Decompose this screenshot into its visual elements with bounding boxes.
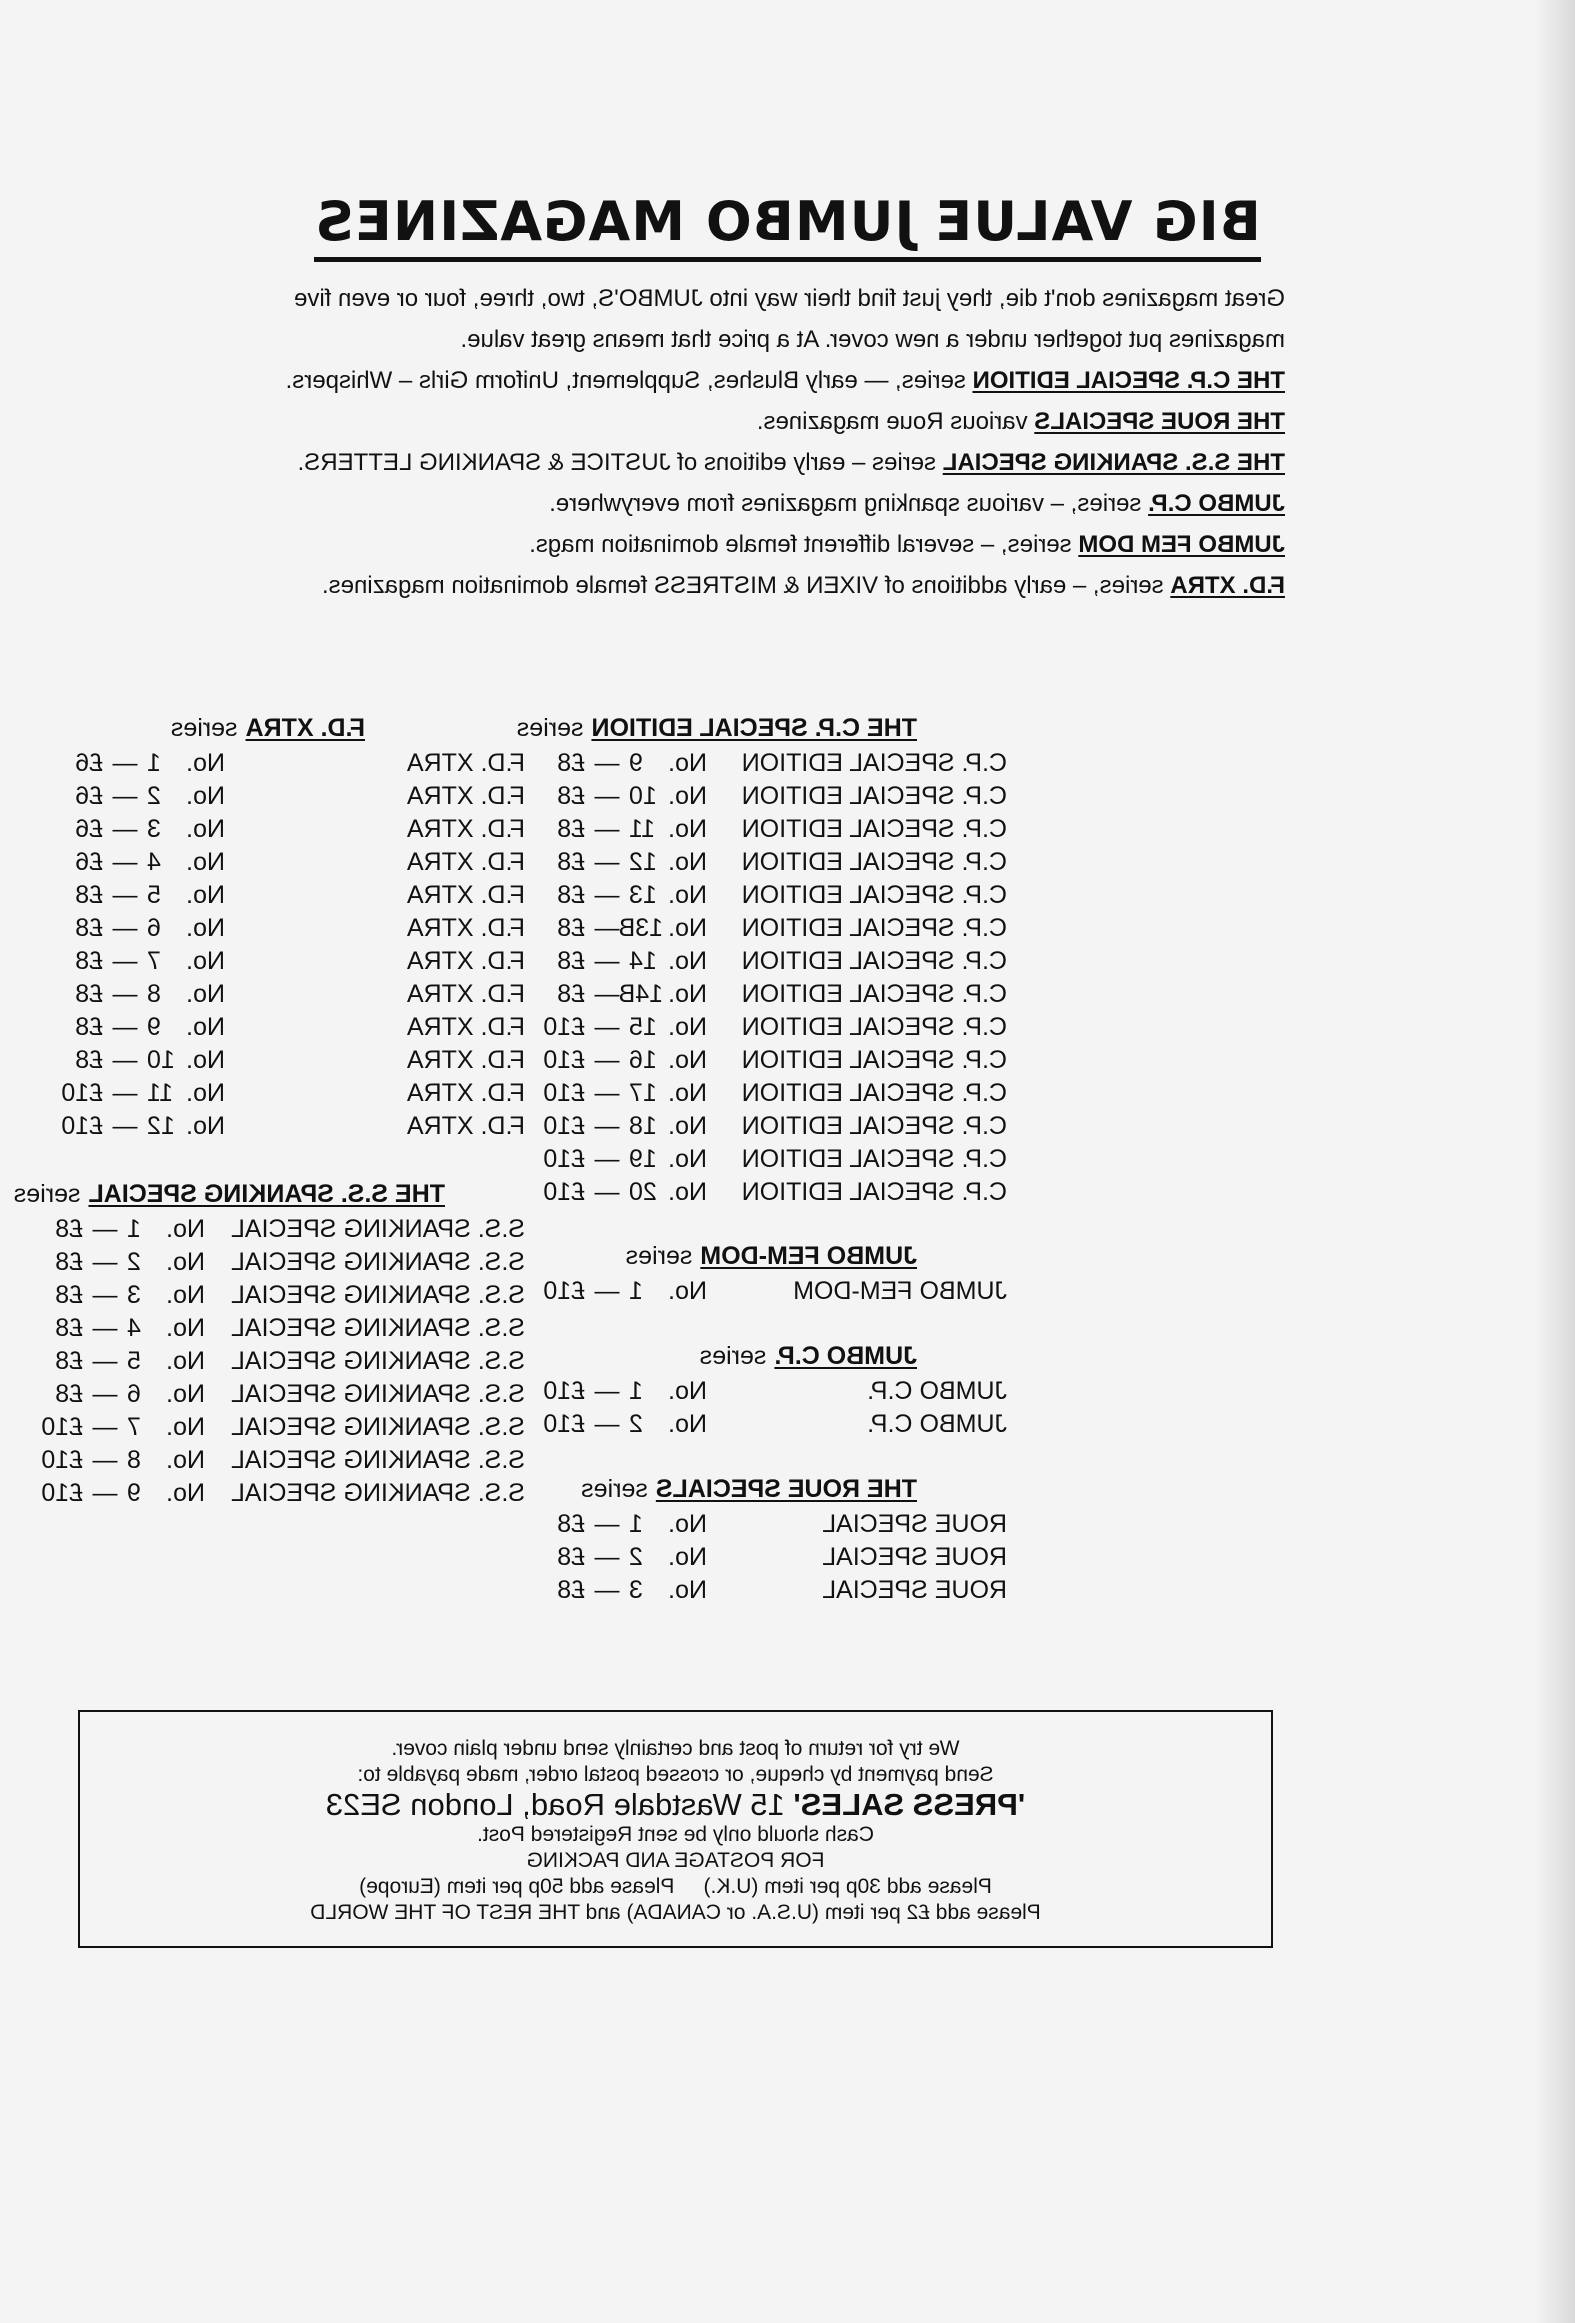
price: £6 bbox=[75, 749, 103, 777]
item-title: C.P. SPECIAL EDITION bbox=[741, 782, 1007, 810]
dash-separator: — bbox=[594, 1377, 620, 1405]
list-item bbox=[14, 1213, 525, 1246]
issue-number: 14B bbox=[618, 980, 663, 1008]
item-title: F.D. XTRA bbox=[406, 1046, 525, 1074]
price: £8 bbox=[557, 749, 585, 777]
issue-number: 6 bbox=[127, 1380, 141, 1408]
cp-special-edition-list bbox=[517, 712, 1007, 1209]
item-title: C.P. SPECIAL EDITION bbox=[741, 1079, 1007, 1107]
price: £8 bbox=[557, 1576, 585, 1604]
dash-separator: — bbox=[594, 1277, 620, 1305]
list-item bbox=[14, 1279, 525, 1312]
number-label: No. bbox=[186, 1013, 225, 1041]
series-heading: THE C.P. SPECIAL EDITIONseries bbox=[516, 714, 917, 742]
dash-separator: — bbox=[594, 881, 620, 909]
issue-number: 11 bbox=[147, 1079, 173, 1107]
dash-separator: — bbox=[92, 1314, 118, 1342]
list-item bbox=[517, 1176, 1007, 1209]
number-label: No. bbox=[186, 848, 225, 876]
issue-number: 3 bbox=[127, 1281, 141, 1309]
list-item bbox=[517, 747, 1007, 780]
price: £8 bbox=[55, 1215, 83, 1243]
price: £10 bbox=[41, 1446, 83, 1474]
item-title: C.P. SPECIAL EDITION bbox=[741, 914, 1007, 942]
list-item bbox=[14, 1312, 525, 1345]
list-item bbox=[517, 1110, 1007, 1143]
dash-separator: — bbox=[594, 1145, 620, 1173]
dash-separator: — bbox=[594, 848, 620, 876]
footer-line-return: We try for return of post and certainly send under plain cover. bbox=[391, 1737, 960, 1760]
list-item bbox=[517, 1044, 1007, 1077]
number-label: No. bbox=[186, 980, 225, 1008]
number-label: No. bbox=[668, 914, 707, 942]
price: £8 bbox=[75, 1013, 103, 1041]
list-item bbox=[517, 846, 1007, 879]
intro-item: JUMBO FEM DOM series, – several different female domination mags. bbox=[529, 531, 1285, 558]
number-label: No. bbox=[186, 947, 225, 975]
series-heading: JUMBO C.P.series bbox=[699, 1342, 917, 1370]
dash-separator: — bbox=[112, 782, 138, 810]
item-title: S.S. SPANKING SPECIAL bbox=[230, 1479, 525, 1507]
number-label: No. bbox=[668, 1543, 707, 1571]
series-heading: THE ROUE SPECIALSseries bbox=[581, 1475, 917, 1503]
issue-number: 3 bbox=[147, 815, 161, 843]
item-title: JUMBO C.P. bbox=[867, 1410, 1007, 1438]
series-heading: JUMBO FEM-DOMseries bbox=[625, 1242, 917, 1270]
number-label: No. bbox=[166, 1446, 205, 1474]
dash-separator: — bbox=[112, 1013, 138, 1041]
price: £8 bbox=[557, 914, 585, 942]
item-title: C.P. SPECIAL EDITION bbox=[741, 1046, 1007, 1074]
list-item bbox=[517, 879, 1007, 912]
item-title: F.D. XTRA bbox=[406, 1013, 525, 1041]
item-title: C.P. SPECIAL EDITION bbox=[741, 881, 1007, 909]
intro-item: THE C.P. SPECIAL EDITION series, — early Blushes, Supplement, Uniform Girls – Whispers. bbox=[285, 367, 1285, 394]
price: £10 bbox=[61, 1079, 103, 1107]
order-info-box bbox=[78, 1710, 1273, 1948]
item-title: F.D. XTRA bbox=[406, 1079, 525, 1107]
list-item bbox=[61, 846, 525, 879]
issue-number: 11 bbox=[629, 815, 655, 843]
dash-separator: — bbox=[594, 1543, 620, 1571]
item-title: F.D. XTRA bbox=[406, 749, 525, 777]
list-item bbox=[61, 1011, 525, 1044]
intro-line-1: Great magazines don't die, they just find their way into JUMBO'S, two, three, four or even five bbox=[294, 285, 1285, 312]
intro-item: THE S.S. SPANKING SPECIAL series – early editions of JUSTICE & SPANKING LETTERS. bbox=[297, 449, 1285, 476]
price: £10 bbox=[543, 1112, 585, 1140]
dash-separator: — bbox=[594, 980, 620, 1008]
dash-separator: — bbox=[92, 1347, 118, 1375]
issue-number: 4 bbox=[147, 848, 161, 876]
number-label: No. bbox=[668, 1178, 707, 1206]
item-title: C.P. SPECIAL EDITION bbox=[741, 1178, 1007, 1206]
dash-separator: — bbox=[112, 914, 138, 942]
jumbo-cp-list bbox=[543, 1340, 1007, 1441]
dash-separator: — bbox=[112, 980, 138, 1008]
number-label: No. bbox=[166, 1413, 205, 1441]
price: £10 bbox=[543, 1013, 585, 1041]
intro-line-2: magazines put together under a new cover. At a price that means great value. bbox=[460, 326, 1285, 353]
dash-separator: — bbox=[112, 1079, 138, 1107]
dash-separator: — bbox=[594, 1410, 620, 1438]
issue-number: 1 bbox=[629, 1377, 643, 1405]
item-title: S.S. SPANKING SPECIAL bbox=[230, 1446, 525, 1474]
list-item bbox=[61, 1077, 525, 1110]
item-title: C.P. SPECIAL EDITION bbox=[741, 848, 1007, 876]
dash-separator: — bbox=[594, 914, 620, 942]
price: £8 bbox=[55, 1347, 83, 1375]
number-label: No. bbox=[186, 1112, 225, 1140]
issue-number: 2 bbox=[147, 782, 161, 810]
price: £8 bbox=[75, 980, 103, 1008]
item-title: C.P. SPECIAL EDITION bbox=[741, 815, 1007, 843]
price: £10 bbox=[543, 1377, 585, 1405]
list-item bbox=[61, 978, 525, 1011]
issue-number: 10 bbox=[629, 782, 657, 810]
price: £6 bbox=[75, 782, 103, 810]
issue-number: 13B bbox=[618, 914, 663, 942]
number-label: No. bbox=[186, 914, 225, 942]
dash-separator: — bbox=[92, 1380, 118, 1408]
number-label: No. bbox=[668, 848, 707, 876]
number-label: No. bbox=[668, 1410, 707, 1438]
price: £8 bbox=[557, 947, 585, 975]
number-label: No. bbox=[668, 782, 707, 810]
item-title: S.S. SPANKING SPECIAL bbox=[230, 1215, 525, 1243]
list-item bbox=[517, 1143, 1007, 1176]
issue-number: 13 bbox=[629, 881, 657, 909]
issue-number: 17 bbox=[629, 1079, 657, 1107]
price: £8 bbox=[75, 1046, 103, 1074]
issue-number: 12 bbox=[147, 1112, 175, 1140]
item-title: F.D. XTRA bbox=[406, 947, 525, 975]
price: £10 bbox=[41, 1413, 83, 1441]
number-label: No. bbox=[186, 1046, 225, 1074]
dash-separator: — bbox=[594, 1112, 620, 1140]
item-title: ROUE SPECIAL bbox=[822, 1510, 1007, 1538]
item-title: C.P. SPECIAL EDITION bbox=[741, 1013, 1007, 1041]
issue-number: 15 bbox=[629, 1013, 657, 1041]
list-item bbox=[543, 1275, 1007, 1308]
number-label: No. bbox=[668, 947, 707, 975]
issue-number: 7 bbox=[127, 1413, 141, 1441]
issue-number: 18 bbox=[629, 1112, 657, 1140]
number-label: No. bbox=[668, 749, 707, 777]
item-title: S.S. SPANKING SPECIAL bbox=[230, 1248, 525, 1276]
price: £8 bbox=[557, 782, 585, 810]
number-label: No. bbox=[668, 1277, 707, 1305]
list-item bbox=[517, 978, 1007, 1011]
item-title: F.D. XTRA bbox=[406, 782, 525, 810]
price: £6 bbox=[75, 848, 103, 876]
item-title: F.D. XTRA bbox=[406, 1112, 525, 1140]
list-item bbox=[61, 780, 525, 813]
footer-line-payment: Send payment by cheque, or crossed postal order, made payable to: bbox=[357, 1763, 994, 1786]
item-title: F.D. XTRA bbox=[406, 980, 525, 1008]
list-item bbox=[517, 780, 1007, 813]
number-label: No. bbox=[668, 1510, 707, 1538]
price: £8 bbox=[55, 1380, 83, 1408]
number-label: No. bbox=[668, 1013, 707, 1041]
dash-separator: — bbox=[92, 1215, 118, 1243]
number-label: No. bbox=[166, 1248, 205, 1276]
issue-number: 1 bbox=[127, 1215, 141, 1243]
number-label: No. bbox=[668, 1079, 707, 1107]
dash-separator: — bbox=[594, 1178, 620, 1206]
price: £8 bbox=[55, 1314, 83, 1342]
roue-specials-list bbox=[557, 1473, 1007, 1607]
list-item bbox=[517, 912, 1007, 945]
price: £10 bbox=[61, 1112, 103, 1140]
issue-number: 8 bbox=[147, 980, 161, 1008]
jumbo-fem-dom-list bbox=[543, 1240, 1007, 1308]
item-title: F.D. XTRA bbox=[406, 914, 525, 942]
list-item bbox=[517, 1011, 1007, 1044]
issue-number: 8 bbox=[127, 1446, 141, 1474]
list-item bbox=[61, 1110, 525, 1143]
number-label: No. bbox=[166, 1479, 205, 1507]
number-label: No. bbox=[668, 1046, 707, 1074]
list-item bbox=[14, 1411, 525, 1444]
list-item bbox=[61, 945, 525, 978]
list-item bbox=[557, 1574, 1007, 1607]
dash-separator: — bbox=[112, 1112, 138, 1140]
dash-separator: — bbox=[112, 749, 138, 777]
number-label: No. bbox=[186, 881, 225, 909]
fd-xtra-list bbox=[61, 712, 525, 1143]
list-item bbox=[14, 1378, 525, 1411]
issue-number: 2 bbox=[629, 1543, 643, 1571]
issue-number: 10 bbox=[147, 1046, 175, 1074]
number-label: No. bbox=[166, 1314, 205, 1342]
list-item bbox=[517, 813, 1007, 846]
issue-number: 5 bbox=[147, 881, 161, 909]
price: £8 bbox=[55, 1248, 83, 1276]
issue-number: 20 bbox=[629, 1178, 657, 1206]
price: £8 bbox=[75, 914, 103, 942]
item-title: ROUE SPECIAL bbox=[822, 1576, 1007, 1604]
intro-section bbox=[285, 278, 1285, 606]
list-item bbox=[61, 813, 525, 846]
intro-item: THE ROUE SPECIALS various Roue magazines. bbox=[756, 408, 1285, 435]
item-title: JUMBO FEM-DOM bbox=[793, 1277, 1007, 1305]
intro-item: F.D. XTRA series, – early additions of VIXEN & MISTRESS female domination magazines. bbox=[321, 572, 1285, 599]
issue-number: 9 bbox=[127, 1479, 141, 1507]
number-label: No. bbox=[166, 1281, 205, 1309]
price: £8 bbox=[557, 1543, 585, 1571]
issue-number: 5 bbox=[127, 1347, 141, 1375]
number-label: No. bbox=[668, 1145, 707, 1173]
item-title: C.P. SPECIAL EDITION bbox=[741, 749, 1007, 777]
number-label: No. bbox=[166, 1215, 205, 1243]
number-label: No. bbox=[166, 1347, 205, 1375]
payee-address: 'PRESS SALES' 15 Wastdale Road, London SE23 bbox=[325, 1787, 1026, 1822]
item-title: S.S. SPANKING SPECIAL bbox=[230, 1314, 525, 1342]
price: £8 bbox=[75, 881, 103, 909]
dash-separator: — bbox=[112, 815, 138, 843]
issue-number: 9 bbox=[147, 1013, 161, 1041]
issue-number: 19 bbox=[629, 1145, 657, 1173]
issue-number: 1 bbox=[147, 749, 161, 777]
item-title: F.D. XTRA bbox=[406, 815, 525, 843]
dash-separator: — bbox=[594, 1046, 620, 1074]
number-label: No. bbox=[668, 1112, 707, 1140]
dash-separator: — bbox=[92, 1248, 118, 1276]
price: £8 bbox=[557, 1510, 585, 1538]
dash-separator: — bbox=[112, 881, 138, 909]
page-edge-shadow bbox=[1535, 0, 1575, 2323]
price: £10 bbox=[543, 1046, 585, 1074]
dash-separator: — bbox=[92, 1446, 118, 1474]
price: £10 bbox=[41, 1479, 83, 1507]
issue-number: 4 bbox=[127, 1314, 141, 1342]
dash-separator: — bbox=[594, 782, 620, 810]
ss-spanking-special-list bbox=[14, 1178, 525, 1510]
dash-separator: — bbox=[92, 1281, 118, 1309]
issue-number: 6 bbox=[147, 914, 161, 942]
list-item bbox=[543, 1408, 1007, 1441]
dash-separator: — bbox=[594, 749, 620, 777]
list-item bbox=[14, 1246, 525, 1279]
price: £10 bbox=[543, 1079, 585, 1107]
dash-separator: — bbox=[112, 848, 138, 876]
item-title: JUMBO C.P. bbox=[867, 1377, 1007, 1405]
dash-separator: — bbox=[112, 947, 138, 975]
item-title: S.S. SPANKING SPECIAL bbox=[230, 1281, 525, 1309]
item-title: S.S. SPANKING SPECIAL bbox=[230, 1380, 525, 1408]
item-title: C.P. SPECIAL EDITION bbox=[741, 1112, 1007, 1140]
number-label: No. bbox=[668, 1377, 707, 1405]
list-item bbox=[14, 1477, 525, 1510]
issue-number: 1 bbox=[629, 1277, 643, 1305]
item-title: F.D. XTRA bbox=[406, 881, 525, 909]
list-item bbox=[61, 1044, 525, 1077]
item-title: F.D. XTRA bbox=[406, 848, 525, 876]
list-item bbox=[61, 879, 525, 912]
list-item bbox=[557, 1541, 1007, 1574]
dash-separator: — bbox=[594, 815, 620, 843]
item-title: C.P. SPECIAL EDITION bbox=[741, 1145, 1007, 1173]
price: £8 bbox=[75, 947, 103, 975]
issue-number: 7 bbox=[147, 947, 161, 975]
price: £10 bbox=[543, 1145, 585, 1173]
dash-separator: — bbox=[594, 1576, 620, 1604]
dash-separator: — bbox=[92, 1479, 118, 1507]
item-title: S.S. SPANKING SPECIAL bbox=[230, 1347, 525, 1375]
series-heading: F.D. XTRAseries bbox=[170, 714, 365, 742]
intro-item: JUMBO C.P. series, – various spanking magazines from everywhere. bbox=[549, 490, 1285, 517]
price: £8 bbox=[557, 881, 585, 909]
price: £10 bbox=[543, 1178, 585, 1206]
dash-separator: — bbox=[112, 1046, 138, 1074]
item-title: S.S. SPANKING SPECIAL bbox=[230, 1413, 525, 1441]
series-heading: THE S.S. SPANKING SPECIALseries bbox=[13, 1180, 445, 1208]
price: £8 bbox=[557, 980, 585, 1008]
price: £8 bbox=[55, 1281, 83, 1309]
price: £6 bbox=[75, 815, 103, 843]
list-item bbox=[517, 945, 1007, 978]
list-item bbox=[14, 1444, 525, 1477]
number-label: No. bbox=[668, 815, 707, 843]
list-item bbox=[557, 1508, 1007, 1541]
issue-number: 1 bbox=[629, 1510, 643, 1538]
footer-line-uk-europe: Please add 30p per item (U.K.) Please add 50p per item (Europe) bbox=[359, 1875, 992, 1898]
item-title: ROUE SPECIAL bbox=[822, 1543, 1007, 1571]
number-label: No. bbox=[668, 1576, 707, 1604]
dash-separator: — bbox=[594, 947, 620, 975]
number-label: No. bbox=[186, 749, 225, 777]
list-item bbox=[543, 1375, 1007, 1408]
footer-line-world: Please add £2 per item (U.S.A. or CANADA) and THE REST OF THE WORLD bbox=[310, 1901, 1041, 1924]
dash-separator: — bbox=[594, 1510, 620, 1538]
number-label: No. bbox=[186, 1079, 225, 1107]
list-item bbox=[61, 747, 525, 780]
price: £8 bbox=[557, 815, 585, 843]
footer-line-cash: Cash should only be sent Registered Post. bbox=[477, 1823, 874, 1846]
page-title: BIG VALUE JUMBO MAGAZINES bbox=[0, 190, 1575, 253]
issue-number: 2 bbox=[127, 1248, 141, 1276]
dash-separator: — bbox=[92, 1413, 118, 1441]
number-label: No. bbox=[166, 1380, 205, 1408]
issue-number: 2 bbox=[629, 1410, 643, 1438]
item-title: C.P. SPECIAL EDITION bbox=[741, 947, 1007, 975]
number-label: No. bbox=[668, 881, 707, 909]
issue-number: 3 bbox=[629, 1576, 643, 1604]
dash-separator: — bbox=[594, 1013, 620, 1041]
issue-number: 14 bbox=[629, 947, 657, 975]
issue-number: 16 bbox=[629, 1046, 657, 1074]
price: £10 bbox=[543, 1277, 585, 1305]
issue-number: 9 bbox=[629, 749, 643, 777]
footer-line-postage-heading: FOR POSTAGE AND PACKING bbox=[526, 1849, 825, 1872]
number-label: No. bbox=[186, 815, 225, 843]
dash-separator: — bbox=[594, 1079, 620, 1107]
list-item bbox=[517, 1077, 1007, 1110]
number-label: No. bbox=[668, 980, 707, 1008]
list-item bbox=[14, 1345, 525, 1378]
price: £10 bbox=[543, 1410, 585, 1438]
number-label: No. bbox=[186, 782, 225, 810]
issue-number: 12 bbox=[629, 848, 657, 876]
list-item bbox=[61, 912, 525, 945]
item-title: C.P. SPECIAL EDITION bbox=[741, 980, 1007, 1008]
price: £8 bbox=[557, 848, 585, 876]
